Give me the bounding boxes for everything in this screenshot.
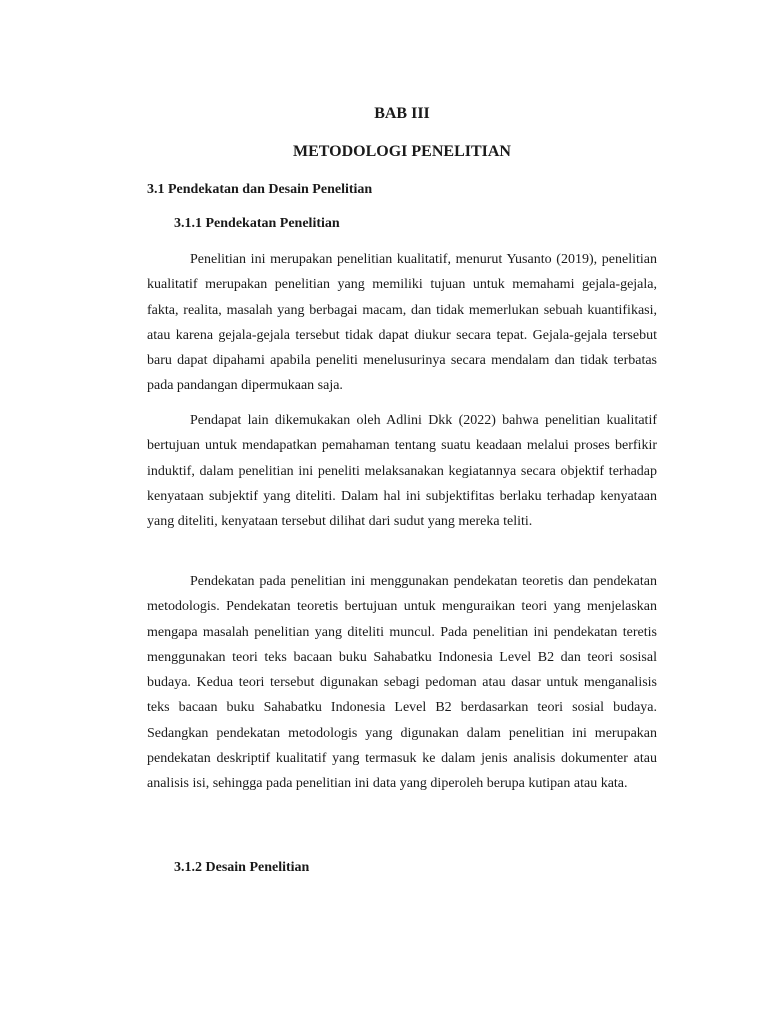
paragraph: Penelitian ini merupakan penelitian kualitatif, menurut Yusanto (2019), penelitian kualitatif merupakan penelitian yang memiliki tujuan untuk memahami gejala-gejala, fakta, realita, masalah yang berbagai macam, dan tidak memerlukan sebuah kuantifikasi, atau karena gejala-gejala tersebut tidak dapat diukur secara tepat. Gejala-gejala tersebut baru dapat dipahami apabila peneliti menelusurinya secara mendalam dan tidak terbatas pada pandangan dipermukaan saja.: [147, 252, 657, 394]
section-heading: 3.1 Pendekatan dan Desain Penelitian: [147, 182, 373, 197]
chapter-number: BAB III: [374, 105, 430, 122]
subsection-heading-design: 3.1.2 Desain Penelitian: [174, 860, 310, 875]
subsection-heading-approach: 3.1.1 Pendekatan Penelitian: [174, 216, 340, 231]
paragraph: Pendekatan pada penelitian ini menggunakan pendekatan teoretis dan pendekatan metodologis. Pendekatan teoretis bertujuan untuk menguraikan teori yang menjelaskan mengapa masalah penelitian yang diteliti muncul. Pada penelitian ini pendekatan teretis menggunakan teori teks bacaan buku Sahabatku Indonesia Level B2 dan teori sosisal budaya. Kedua teori tersebut digunakan sebagi pedoman atau dasar untuk menganalisis teks bacaan buku Sahabatku Indonesia Level B2 berdasarkan teori sosial budaya. Sedangkan pendekatan metodologis yang digunakan dalam penelitian ini merupakan pendekatan deskriptif kualitatif yang termasuk ke dalam jenis analisis dokumenter atau analisis isi, sehingga pada penelitian ini data yang diperoleh berupa kutipan atau kata.: [147, 574, 657, 792]
chapter-title: METODOLOGI PENELITIAN: [293, 143, 511, 160]
paragraph: Pendapat lain dikemukakan oleh Adlini Dkk (2022) bahwa penelitian kualitatif bertujuan untuk mendapatkan pemahaman tentang suatu keadaan melalui proses berfikir induktif, dalam penelitian ini peneliti melaksanakan kegiatannya secara objektif terhadap kenyataan subjektif yang diteliti. Dalam hal ini subjektifitas berlaku terhadap kenyataan yang diteliti, kenyataan tersebut dilihat dari sudut yang mereka teliti.: [147, 413, 657, 530]
